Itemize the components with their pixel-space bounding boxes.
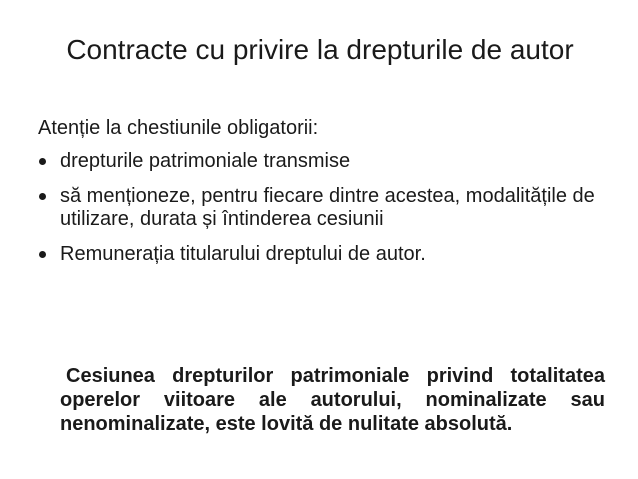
bullet-dot-icon: [39, 251, 46, 258]
bullet-text: să menționeze, pentru fiecare dintre acestea, modalitățile de utilizare, durata și întinderea cesiunii: [60, 185, 595, 230]
bullet-list: [38, 150, 598, 278]
bullet-item: [38, 185, 598, 231]
bullet-dot-icon: [39, 193, 46, 200]
legal-note: Cesiunea drepturilor patrimoniale privind totalitatea operelor viitoare ale autorului, nominalizate sau nenominalizate, este lovită de nulitate absolută.: [60, 365, 605, 435]
bullet-dot-icon: [39, 158, 46, 165]
intro-text: Atenție la chestiunile obligatorii:: [38, 117, 319, 139]
slide-title: Contracte cu privire la drepturile de autor: [66, 34, 574, 65]
bullet-item: [38, 243, 598, 266]
bullet-item: [38, 150, 598, 173]
bullet-text: Remunerația titularului dreptului de autor.: [60, 243, 426, 265]
bullet-text: drepturile patrimoniale transmise: [60, 150, 351, 172]
